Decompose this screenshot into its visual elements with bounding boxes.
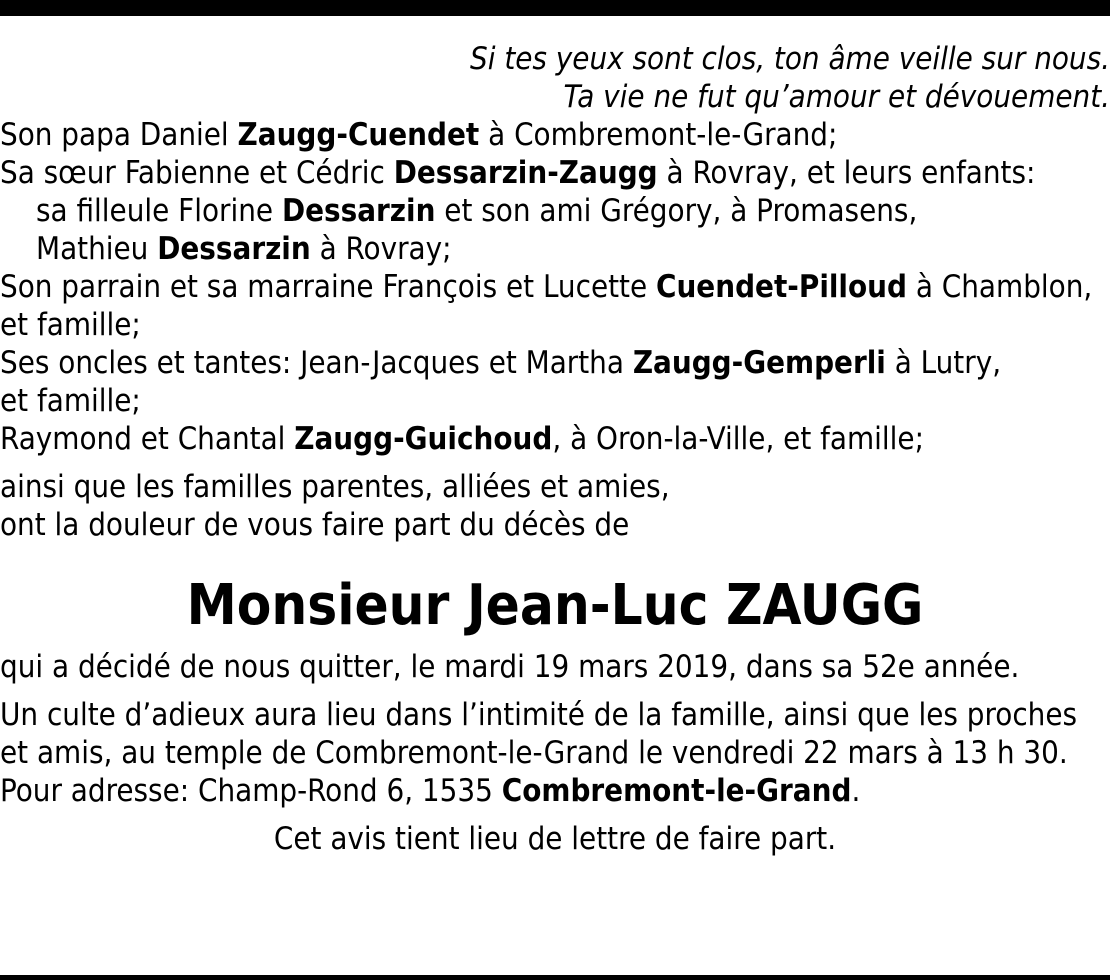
- family-raymond: Raymond et Chantal Zaugg-Guichoud, à Oron-la-Ville, et famille;: [0, 421, 924, 457]
- family-godparents: Son parrain et sa marraine François et Lucette Cuendet-Pilloud à Chamblon,: [0, 269, 1093, 305]
- ceremony-line-1: Un culte d’adieux aura lieu dans l’intimité de la famille, ainsi que les proches: [0, 697, 1078, 733]
- deceased-name: Monsieur Jean-Luc ZAUGG: [186, 573, 924, 638]
- family-uncles-cont: et famille;: [0, 383, 141, 419]
- address-line: Pour adresse: Champ-Rond 6, 1535 Combremont-le-Grand.: [0, 773, 861, 809]
- family-godparents-cont: et famille;: [0, 307, 141, 343]
- top-rule: [0, 0, 1110, 16]
- ceremony-line-2: et amis, au temple de Combremont-le-Grand le vendredi 22 mars à 13 h 30.: [0, 735, 1068, 771]
- closing-line: Cet avis tient lieu de lettre de faire part.: [273, 821, 837, 857]
- family-uncles: Ses oncles et tantes: Jean-Jacques et Martha Zaugg-Gemperli à Lutry,: [0, 345, 1002, 381]
- death-line: qui a décidé de nous quitter, le mardi 19 mars 2019, dans sa 52e année.: [0, 649, 1020, 685]
- motto-line-1: Si tes yeux sont clos, ton âme veille sur nous.: [470, 41, 1110, 77]
- family-father: Son papa Daniel Zaugg-Cuendet à Combremont-le-Grand;: [0, 117, 838, 153]
- obituary-notice: [0, 40, 1110, 858]
- family-sister: Sa sœur Fabienne et Cédric Dessarzin-Zaugg à Rovray, et leurs enfants:: [0, 155, 1036, 191]
- motto-line-2: Ta vie ne fut qu’amour et dévouement.: [563, 79, 1110, 115]
- family-nephew: Mathieu Dessarzin à Rovray;: [36, 231, 452, 267]
- announcement-line-1: ainsi que les familles parentes, alliées et amies,: [0, 469, 670, 505]
- bottom-rule: [0, 975, 1110, 980]
- family-goddaughter: sa filleule Florine Dessarzin et son ami Grégory, à Promasens,: [36, 193, 918, 229]
- announcement-line-2: ont la douleur de vous faire part du décès de: [0, 507, 630, 543]
